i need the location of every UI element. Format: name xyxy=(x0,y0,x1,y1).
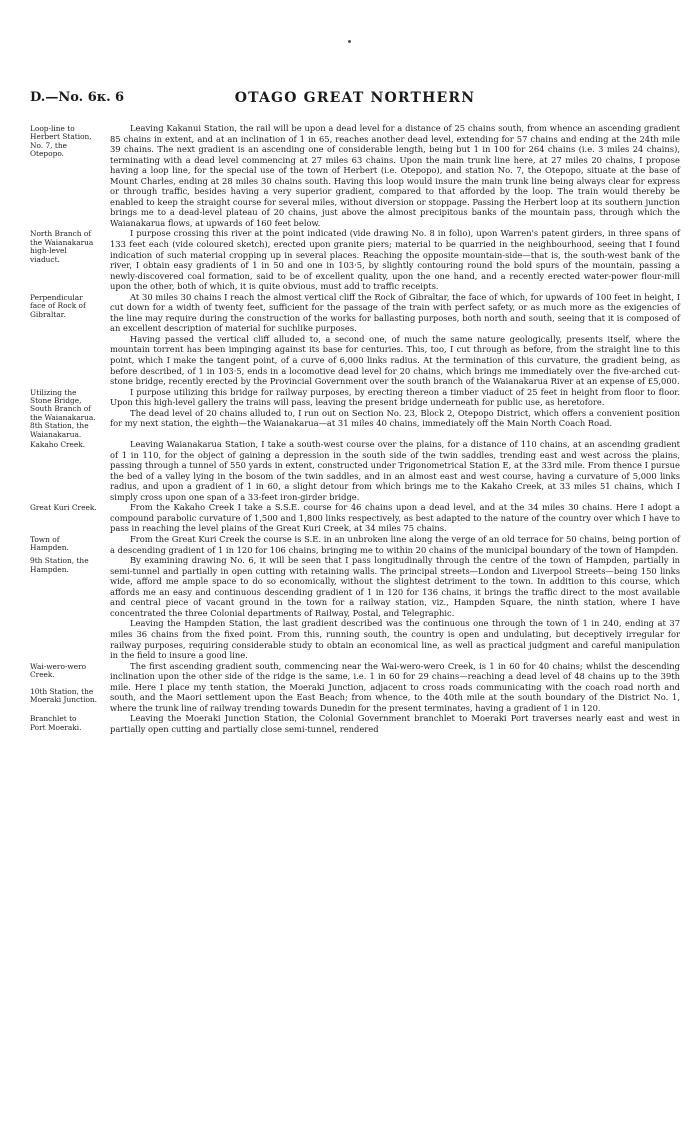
document-section xyxy=(30,502,680,534)
margin-note: Kakaho Creek. xyxy=(30,440,86,450)
document-body xyxy=(30,123,680,734)
section-text xyxy=(110,661,680,714)
paragraph: Leaving Waianakarua Station, I take a south-west course over the plains, for a distance of 110 chains, at an ascending gradient of 1 in 110, for the object of gaining a depression in the south side of the twin saddles, trending east and west across the plains, passing through a tunnel of 550 yards in extent, constructed under Trigonometrical Station E, at the 33rd mile. From thence I pursue the bed of a valley lying in the bosom of the twin saddles, and in an almost east and west course, having a curvature of 5,000 links radius, and upon a gradient of 1 in 60, a slight detour from which brings me to the Kakaho Creek, at 33 miles 51 chains, which I simply cross upon one span of a 33-feet iron-girder bridge. xyxy=(110,439,680,502)
margin-note: Great Kuri Creek. xyxy=(30,503,97,513)
document-section xyxy=(30,713,680,734)
section-text xyxy=(110,292,680,387)
paragraph: By examining drawing No. 6, it will be seen that I pass longitudinally through the centre of the town of Hampden, partially in semi-tunnel and partially in open cutting with retaining walls. The principal streets—London and Liverpool Streets—being 150 links wide, afford me ample space to do so economically, without the slightest detriment to the town. In addition to this course, which affords me an easy and continuous descending gradient of 1 in 120 for 136 chains, it brings the traffic direct to the most available and central piece of vacant ground in the town for a railway station, viz., Hampden Square, the ninth station, where I have concentrated the three Colonial departments of Railway, Postal, and Telegraphic. xyxy=(110,555,680,618)
margin-note: Town of Hampden. xyxy=(30,535,69,553)
margin-note: Perpendicular face of Rock of Gibraltar. xyxy=(30,292,86,319)
page-title: OTAGO GREAT NORTHERN xyxy=(234,90,476,106)
page-mark-dot xyxy=(348,40,351,43)
paragraph: Leaving the Moeraki Junction Station, the Colonial Government branchlet to Moeraki Port traverses nearly east and west in partially open cutting and partially close semi-tunnel, rendered xyxy=(110,713,680,734)
document-section xyxy=(30,228,680,291)
document-section xyxy=(30,534,680,555)
paragraph: Leaving Kakanui Station, the rail will be upon a dead level for a distance of 25 chains south, from whence an ascending gradient 85 chains in extent, and at an inclination of 1 in 65, reaches another dead level, extending for 57 chains and ending at the 24th mile 39 chains. The next gradient is an ascending one of considerable length, being but 1 in 100 for 264 chains (i.e. 3 miles 24 chains), terminating with a dead level commencing at 27 miles 63 chains. Upon the main trunk line here, at 27 miles 20 chains, I propose having a loop line, for the special use of the town of Herbert (i.e. Otepopo), and station No. 7, the Otepopo, situate at the base of Mount Charles, ending at 28 miles 30 chains south. Having this loop would insure the main trunk line being always clear for express or through traffic, besides having a very superior gradient, compared to that afforded by the loop. The train would thereby be enabled to keep the straight course for several miles, without diversion or stoppage. Passing the Herbert loop at its southern junction brings me to a dead-level plateau of 20 chains, just above the almost precipitous banks of the mountain pass, through which the Waianakarua flows, at upwards of 160 feet below. xyxy=(110,123,680,228)
margin-note: Branchlet to Port Moeraki. xyxy=(30,714,82,732)
paragraph: From the Kakaho Creek I take a S.S.E. course for 46 chains upon a dead level, and at the 34 miles 30 chains. Here I adopt a compound parabolic curvature of 1,500 and 1,800 links respectively, as best adapted to the nature of the country over which I have to pass in reaching the level plains of the Great Kuri Creek, at 34 miles 75 chains. xyxy=(110,502,680,534)
paragraph: The first ascending gradient south, commencing near the Wai-wero-wero Creek, is 1 in 60 for 40 chains; whilst the descending inclination upon the other side of the ridge is the same, i.e. 1 in 60 for 29 chains—reaching a dead level of 48 chains up to the 39th mile. Here I place my tenth station, the Moeraki Junction, adjacent to cross roads communicating with the coach road north and south, and the Maori settlement upon the East Beach; from whence, to the 40th mile at the south boundary of the District No. 1, where the trunk line of railway trending towards Dunedin for the present terminates, having a gradient of 1 in 120. xyxy=(110,660,680,713)
margin-note: 9th Station, the Hampden. xyxy=(30,556,89,574)
paragraph: Leaving the Hampden Station, the last gradient described was the continuous one through the town of 1 in 240, ending at 37 miles 36 chains from the fixed point. From this, running south, the country is open and undulating, but deceptively irregular for railway purposes, requiring considerable study to obtain an economical line, as well as practical judgment and careful manipulation in the field to insure a good line. xyxy=(110,618,680,661)
section-text xyxy=(110,534,680,555)
paragraph: I purpose crossing this river at the point indicated (vide drawing No. 8 in folio), upon Warren's patent girders, in three spans of 133 feet each (vide coloured sketch), erected upon granite piers; material to be quarried in the neighbourhood, seeing that I found indication of such material cropping up in several places. Reaching the opposite mountain-side—that is, the south-west bank of the river, I obtain easy gradients of 1 in 50 and one in 103·5, by slightly contouring round the bold spurs of the mountain, passing a newly-discovered coal formation, said to be of excellent quality, upon the one hand, and a recently erected water-power flour-mill upon the other, both of which, it is quite obvious, must add to traffic receipts. xyxy=(110,228,680,292)
document-section xyxy=(30,661,680,714)
section-text xyxy=(110,502,680,534)
page-number: 6 xyxy=(115,90,125,105)
document-reference: D.—No. 6ᴋ. xyxy=(30,90,111,105)
section-text xyxy=(110,228,680,291)
page-header xyxy=(30,90,680,110)
section-text xyxy=(110,555,680,660)
document-section xyxy=(30,123,680,228)
section-text xyxy=(110,439,680,502)
paragraph: At 30 miles 30 chains I reach the almost vertical cliff the Rock of Gibraltar, the face of which, for upwards of 100 feet in height, I cut down for a width of twenty feet, sufficient for the passage of the train with perfect safety, or as much more as the exigencies of the line may require during the construction of the works for ballasting purposes, both north and south, seeing that it is composed of an excellent description of material for suchlike purposes. xyxy=(110,291,680,334)
margin-note: Utilizing the Stone Bridge, South Branch of the Waianakarua. 8th Station, the Waianakarua. xyxy=(30,387,96,439)
section-text xyxy=(110,387,680,429)
paragraph: From the Great Kuri Creek the course is S.E. in an unbroken line along the verge of an old terrace for 50 chains, being portion of a descending gradient of 1 in 120 for 106 chains, bringing me to within 20 chains of the municipal boundary of the town of Hampden. xyxy=(110,534,680,555)
paragraph: I purpose utilizing this bridge for railway purposes, by erecting thereon a timber viaduct of 25 feet in height from floor to floor. Upon this high-level gallery the trains will pass, leaving the present bridge underneath for public use, as heretofore. xyxy=(110,386,680,408)
margin-note: North Branch of the Waianakarua high-level viaduct. xyxy=(30,229,94,264)
section-text xyxy=(110,123,680,228)
paragraph: Having passed the vertical cliff alluded to, a second one, of much the same nature geologically, presents itself, where the mountain torrent has been impinging against its base for centuries. This, too, I cut through as before, from the straight line to this point, which I make the tangent point, of a curve of 6,000 links radius. At the termination of this curvature, the gradient being, as before described, of 1 in 103·5, ends in a locomotive dead level for 20 chains, which brings me immediately over the five-arched cut-stone bridge, recently erected by the Provincial Government over the south branch of the Waianakarua River at an expense of £5,000. xyxy=(110,333,680,387)
margin-note: Wai-wero-wero Creek. 10th Station, the Moeraki Junction. xyxy=(30,661,98,705)
margin-note: Loop-line to Herbert Station, No. 7, the Otepopo. xyxy=(30,124,92,159)
document-section xyxy=(30,555,680,660)
document-section xyxy=(30,292,680,387)
section-text xyxy=(110,713,680,734)
paragraph: The dead level of 20 chains alluded to, I run out on Section No. 23, Block 2, Otepopo District, which offers a convenient position for my next station, the eighth—the Waianakarua—at 31 miles 40 chains, immediately off the Main North Coach Road. xyxy=(110,407,680,429)
document-section xyxy=(30,439,680,502)
document-section xyxy=(30,387,680,439)
